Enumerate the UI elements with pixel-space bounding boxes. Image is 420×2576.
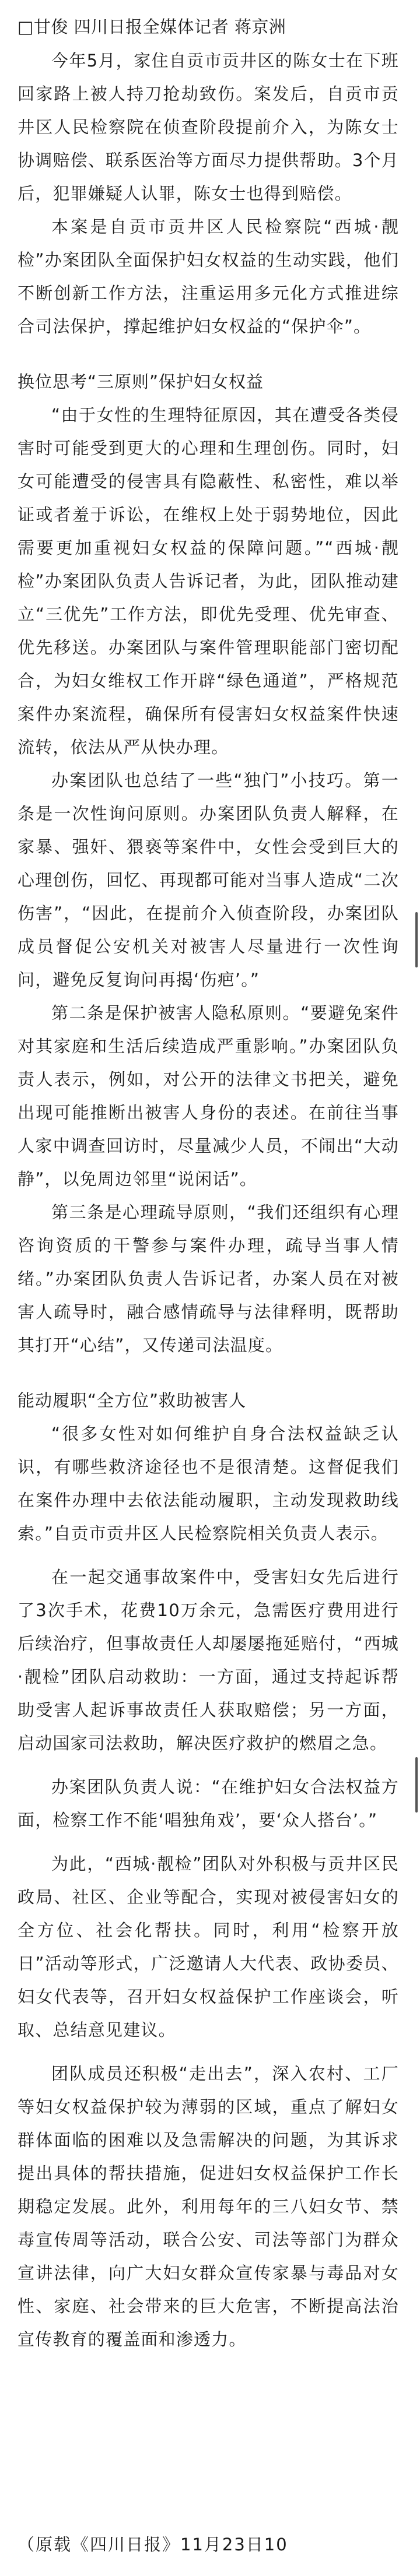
paragraph-gap [18,1760,399,1771]
paragraph-gap [18,2047,399,2057]
section2-paragraph-2: 在一起交通事故案件中，受害妇女先后进行了3次手术，花费10万余元，急需医疗费用进行后续治疗，但事故责任人却屡屡拖延赔付，“西城·靓检”团队启动救助：一方面，通过支持起诉帮助受害人起诉事故责任人获取赔偿；另一方面，启动国家司法救助，解决医疗救护的燃眉之急。 [18,1567,399,1753]
section1-paragraph-2: 办案团队也总结了一些“独门”小技巧。第一条是一次性询问原则。办案团队负责人解释，在家暴、强奸、猥亵等案件中，女性会受到巨大的心理创伤，回忆、再现都可能对当事人造成“二次伤害”，“因此，在提前介入侦查阶段，办案团队成员督促公安机关对被害人尽量进行一次性询问，避免反复询问再揭‘伤疤’。” [18,770,399,990]
paragraph-gap [18,1837,399,1847]
scroll-indicator [415,912,418,967]
section-heading-protection: 换位思考“三原则”保护妇女权益 [18,372,264,392]
intro-paragraph-1: 今年5月，家住自贡市贡井区的陈女士在下班回家路上被人持刀抢劫致伤。案发后，自贡市贡井区人民检察院在侦查阶段提前介入，为陈女士协调赔偿、联系医治等方面尽力提供帮助。3个月后，犯罪嫌疑人认罪，陈女士也得到赔偿。 [18,51,399,203]
section2-paragraph-5: 团队成员还积极“走出去”，深入农村、工厂等妇女权益保护较为薄弱的区域，重点了解妇女群体面临的困难以及急需解决的问题，为其诉求提出具体的帮扶措施，促进妇女权益保护工作长期稳定发展。此外，利用每年的三八妇女节、禁毒宣传周等活动，联合公安、司法等部门为群众宣讲法律，向广大妇女群众宣传家暴与毒品对女性、家庭、社会带来的巨大危害，不断提高法治宣传教育的覆盖面和渗透力。 [18,2064,399,2349]
section1-paragraph-4: 第三条是心理疏导原则，“我们还组织有心理咨询资质的干警参与案件办理，疏导当事人情绪。”办案团队负责人告诉记者，办案人员在对被害人疏导时，融合感情疏导与法律释明，既帮助其打开“心结”，又传递司法温度。 [18,1202,399,1355]
intro-paragraph-2: 本案是自贡市贡井区人民检察院“西城·靓检”办案团队全面保护妇女权益的生动实践，他们不断创新工作方法，注重运用多元化方式推进综合司法保护，撑起维护妇女权益的“保护伞”。 [18,217,399,336]
paragraph-gap [18,1550,399,1561]
section2-paragraph-4: 为此，“西城·靓检”团队对外积极与贡井区民政局、社区、企业等配合，实现对被侵害妇女的全方位、社会化帮扶。同时，利用“检察开放日”活动等形式，广泛邀请人大代表、政协委员、妇女代表等，召开妇女权益保护工作座谈会，听取、总结意见建议。 [18,1854,399,2040]
scroll-indicator [415,1757,418,1813]
section-heading-assistance: 能动履职“全方位”救助被害人 [18,1391,247,1410]
section1-paragraph-1: “由于女性的生理特征原因，其在遭受各类侵害时可能受到更大的心理和生理创伤。同时，妇女可能遭受的侵害具有隐蔽性、私密性，难以举证或者羞于诉讼，在维权上处于弱势地位，因此需要更加重视妇女权益的保障问题。”“西城·靓检”办案团队负责人告诉记者，为此，团队推动建立“三优先”工作方法，即优先受理、优先审查、优先移送。办案团队与案件管理职能部门密切配合，为妇女维权工作开辟“绿色通道”，严格规范案件办案流程，确保所有侵害妇女权益案件快速流转，依法从严从快办理。 [18,405,399,757]
section1-paragraph-3: 第二条是保护被害人隐私原则。“要避免案件对其家庭和生活后续造成严重影响。”办案团队负责人表示，例如，对公开的法律文书把关，避免出现可能推断出被害人身份的表述。在前往当事人家中调查回访时，尽量减少人员，不闹出“大动静”，以免周边邻里“说闲话”。 [18,1003,399,1189]
source-footer: （原载《四川日报》11月23日10 [18,2535,288,2554]
byline: □甘俊 四川日报全媒体记者 蒋京洲 [18,17,286,37]
section2-paragraph-1: “很多女性对如何维护自身合法权益缺乏认识，有哪些救济途径也不是很清楚。这督促我们在案件办理中去依法能动履职，主动发现救助线索。”自贡市贡井区人民检察院相关负责人表示。 [18,1424,399,1543]
section2-paragraph-3: 办案团队负责人说：“在维护妇女合法权益方面，检察工作不能‘唱独角戏’，要‘众人搭台’。” [18,1777,399,1830]
